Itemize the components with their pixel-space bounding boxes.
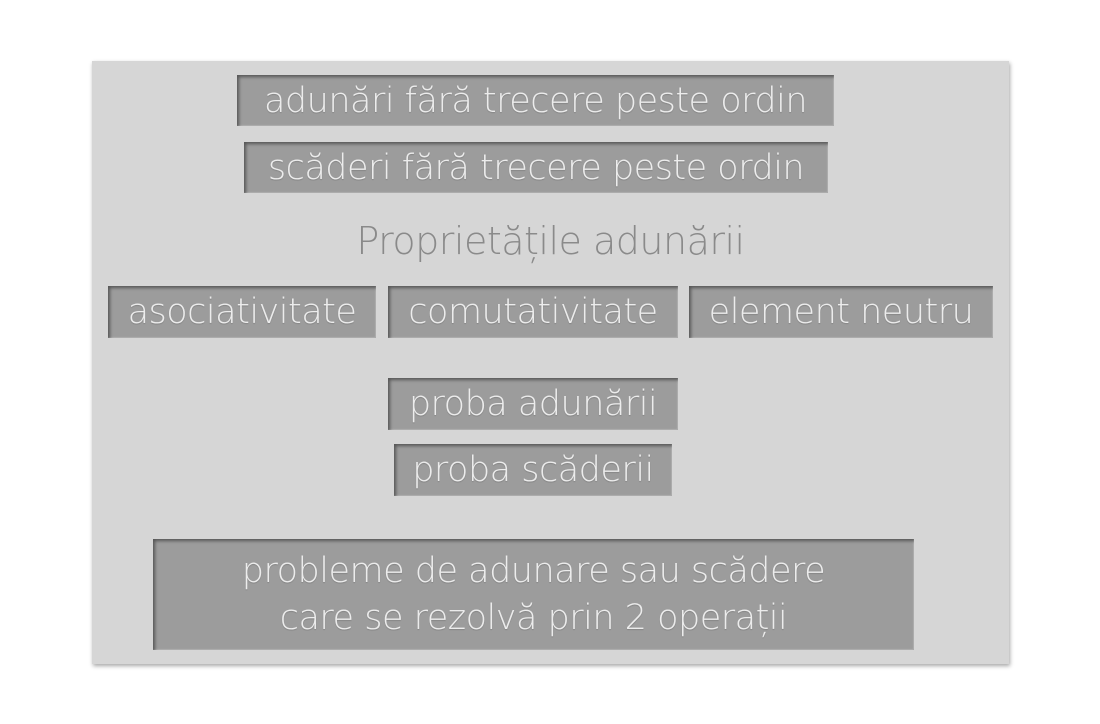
property-associativity-label: asociativitate [127,292,357,332]
property-associativity[interactable] [108,286,376,338]
topic-subtraction-no-carry-label: scăderi fără trecere peste ordin [267,147,805,188]
property-commutativity[interactable] [388,286,678,338]
addition-check-label: proba adunării [408,384,658,424]
two-step-problems-line1: probleme de adunare sau scădere [241,550,826,591]
property-neutral-element[interactable] [689,286,993,338]
addition-check[interactable] [388,378,678,430]
property-neutral-element-label: element neutru [708,292,974,332]
property-commutativity-label: comutativitate [408,292,658,332]
subtraction-check-label: proba scăderii [412,450,654,490]
properties-heading: Proprietățile adunării [356,219,745,263]
topic-subtraction-no-carry[interactable] [244,142,828,193]
topic-addition-no-carry[interactable] [237,75,834,126]
topic-addition-no-carry-label: adunări fără trecere peste ordin [263,80,808,121]
two-step-problems-line2: care se rezolvă prin 2 operații [279,597,788,638]
two-step-problems[interactable] [153,539,914,650]
subtraction-check[interactable] [394,444,672,496]
topics-panel [92,61,1009,664]
